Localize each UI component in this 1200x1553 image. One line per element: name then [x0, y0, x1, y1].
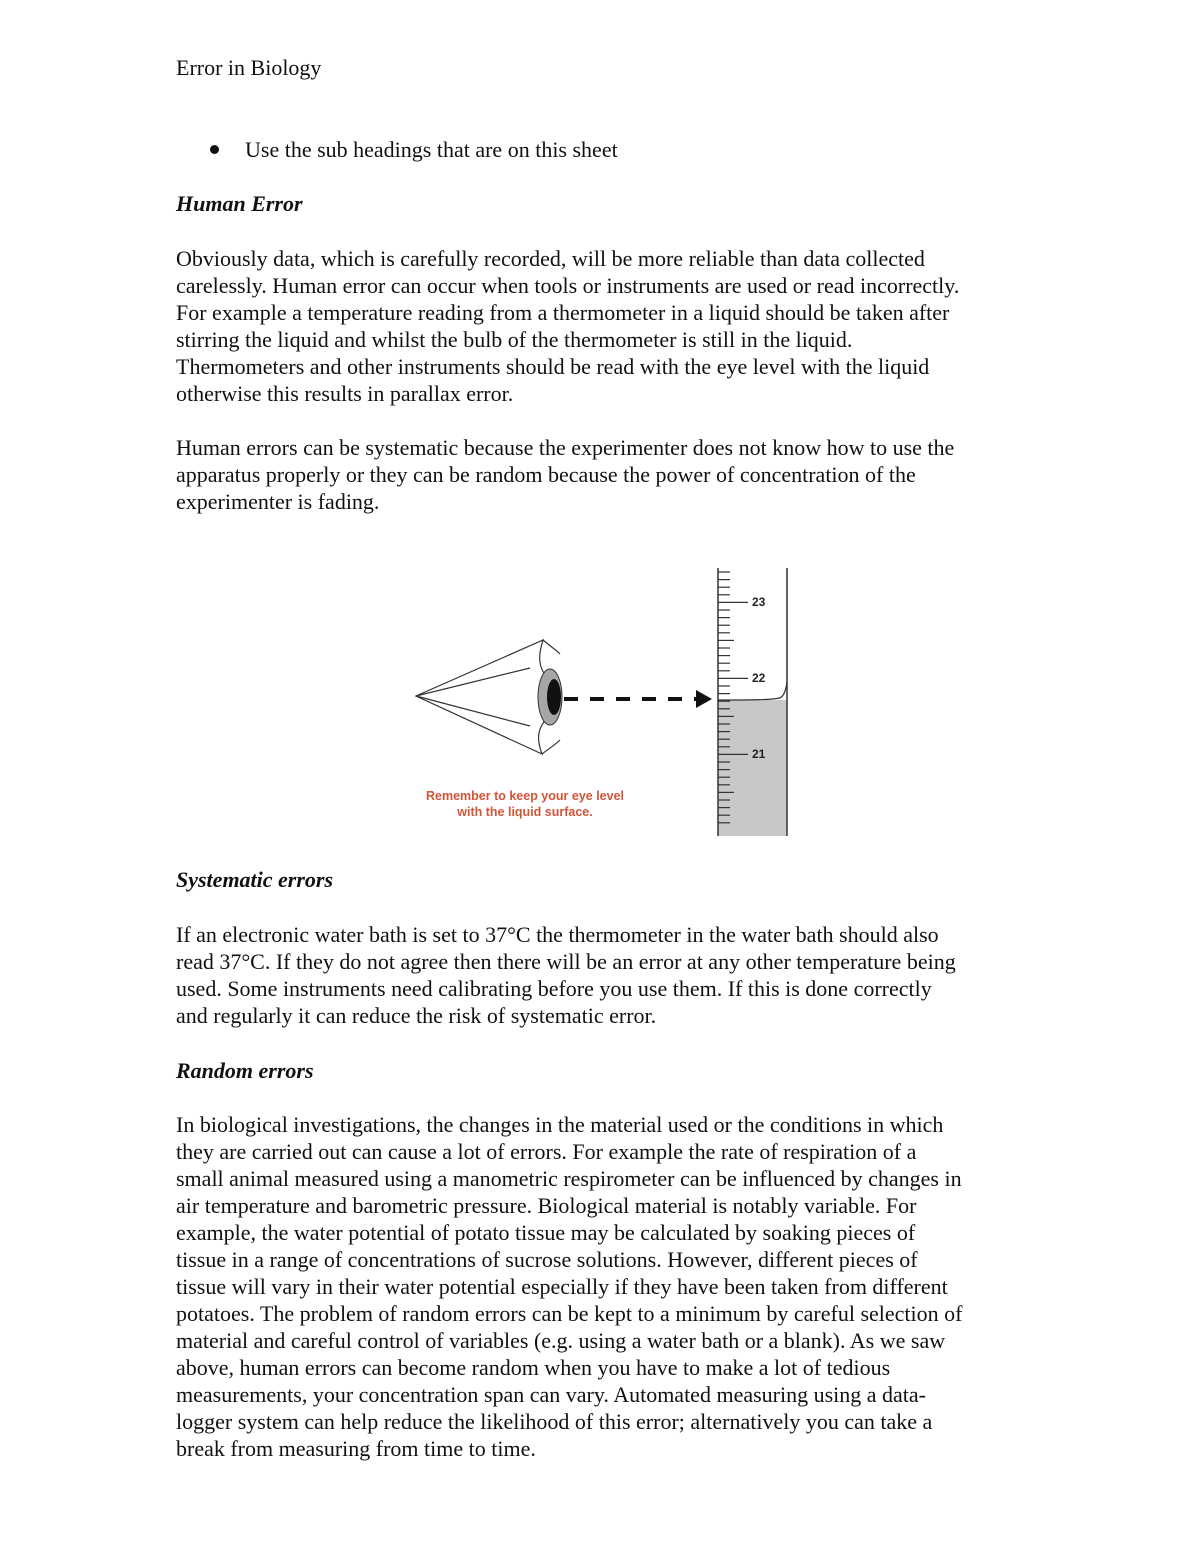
- scale-label-23: 23: [752, 595, 766, 609]
- text-line: experimenter is fading.: [176, 489, 380, 514]
- text-line: Human errors can be systematic because the experimenter does not know how to use the: [176, 435, 955, 460]
- paragraph-human-error-1: [176, 245, 1026, 407]
- text-line: In biological investigations, the changes in the material used or the conditions in which: [176, 1112, 944, 1137]
- heading-human-error: Human Error: [176, 191, 303, 216]
- heading-systematic-errors: Systematic errors: [176, 867, 334, 892]
- text-line: above, human errors can become random when you have to make a lot of tedious: [176, 1355, 891, 1380]
- text-line: stirring the liquid and whilst the bulb of the thermometer is still in the liquid.: [176, 327, 853, 352]
- text-line: tissue will vary in their water potential especially if they have been taken from different: [176, 1274, 948, 1299]
- text-line: measurements, your concentration span can vary. Automated measuring using a data-: [176, 1382, 926, 1407]
- text-line: read 37°C. If they do not agree then there will be an error at any other temperature being: [176, 949, 956, 974]
- paragraph-random-errors: [176, 1111, 1026, 1462]
- figure-caption-line-2: with the liquid surface.: [457, 805, 593, 819]
- figure-caption-line-1: Remember to keep your eye level: [425, 789, 625, 803]
- text-line: For example a temperature reading from a thermometer in a liquid should be taken after: [176, 300, 950, 325]
- text-line: small animal measured using a manometric respirometer can be influenced by changes in: [176, 1166, 962, 1191]
- text-line: material and careful control of variables (e.g. using a water bath or a blank). As we saw: [176, 1328, 946, 1353]
- text-line: air temperature and barometric pressure. Biological material is notably variable. For: [176, 1193, 917, 1218]
- document-title: Error in Biology: [176, 55, 322, 80]
- text-line: Thermometers and other instruments should be read with the eye level with the liquid: [176, 354, 930, 379]
- text-line: otherwise this results in parallax error.: [176, 381, 514, 406]
- text-line: potatoes. The problem of random errors can be kept to a minimum by careful selection of: [176, 1301, 963, 1326]
- text-line: apparatus properly or they can be random because the power of concentration of the: [176, 462, 916, 487]
- bullet-text: Use the sub headings that are on this sheet: [245, 137, 618, 162]
- measuring-cylinder: [718, 568, 787, 836]
- text-line: used. Some instruments need calibrating before you use them. If this is done correctly: [176, 976, 932, 1001]
- text-line: Obviously data, which is carefully recorded, will be more reliable than data collected: [176, 246, 925, 271]
- bullet-item: [210, 136, 618, 163]
- bullet-dot-icon: [210, 145, 219, 154]
- text-line: example, the water potential of potato tissue may be calculated by soaking pieces of: [176, 1220, 916, 1245]
- paragraph-systematic-errors: [176, 921, 1026, 1029]
- parallax-figure: [410, 566, 800, 840]
- text-line: If an electronic water bath is set to 37°C the thermometer in the water bath should also: [176, 922, 939, 947]
- pupil-icon: [547, 679, 561, 715]
- text-line: they are carried out can cause a lot of errors. For example the rate of respiration of a: [176, 1139, 917, 1164]
- scale-label-22: 22: [752, 671, 766, 685]
- text-line: and regularly it can reduce the risk of systematic error.: [176, 1003, 657, 1028]
- paragraph-human-error-2: [176, 434, 1026, 515]
- heading-random-errors: Random errors: [176, 1058, 314, 1083]
- text-line: carelessly. Human error can occur when tools or instruments are used or read incorrectly.: [176, 273, 960, 298]
- text-line: logger system can help reduce the likelihood of this error; alternatively you can take a: [176, 1409, 933, 1434]
- arrow-head-icon: [696, 690, 712, 708]
- text-line: tissue in a range of concentrations of sucrose solutions. However, different pieces of: [176, 1247, 918, 1272]
- text-line: break from measuring from time to time.: [176, 1436, 536, 1461]
- scale-label-21: 21: [752, 747, 766, 761]
